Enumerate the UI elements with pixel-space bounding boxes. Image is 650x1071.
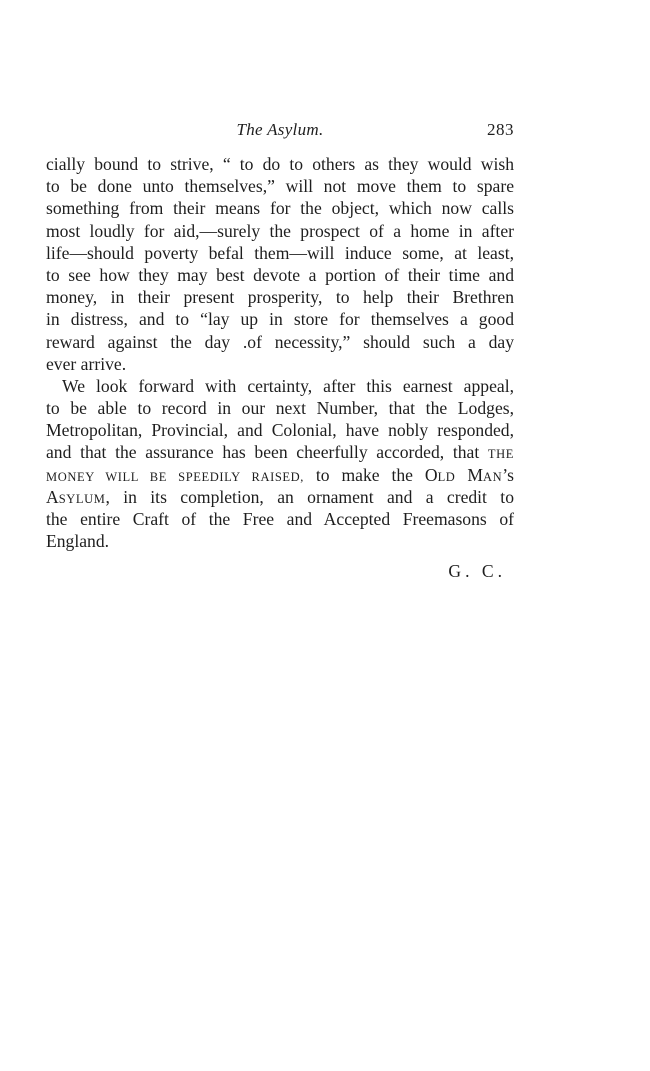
text-run: ’s <box>502 464 514 485</box>
text-line <box>46 486 514 508</box>
text-line: reward against the day .of necessity,” should such a day <box>46 331 514 352</box>
text-line: ever arrive. <box>46 353 127 374</box>
small-caps-run: LD <box>437 469 456 484</box>
text-line: the entire Craft of the Free and Accepted Freemasons of <box>46 509 514 529</box>
book-page <box>46 0 514 1071</box>
text-run: , in its completion, an ornament and a credit to <box>105 486 514 507</box>
text-line: something from their means for the object, which now calls <box>46 198 514 219</box>
author-signature: G. C. <box>448 561 506 581</box>
running-title: The Asylum. <box>236 120 324 139</box>
text-line <box>46 441 514 463</box>
text-line: money, in their present prosperity, to help their Brethren <box>46 287 514 308</box>
small-caps-run: THE <box>487 447 514 462</box>
text-line: England. <box>46 531 110 552</box>
text-line: cially bound to strive, “ to do to others as they would wish <box>46 154 514 174</box>
page-number: 283 <box>487 120 514 139</box>
text-run: and that the assurance has been cheerfully accorded, that <box>46 442 488 463</box>
text-run: A <box>46 486 59 507</box>
small-caps-run: MONEY WILL BE SPEEDILY RAISED, <box>46 469 304 484</box>
text-line: to see how they may best devote a portion of their time and <box>46 264 514 285</box>
text-run: to make the O <box>303 464 438 485</box>
text-line: in distress, and to “lay up in store for themselves a good <box>46 309 514 330</box>
text-line: life—should poverty befal them—will induce some, at least, <box>46 242 514 263</box>
small-caps-run: AN <box>482 469 503 484</box>
body-text <box>46 153 514 552</box>
text-line: Metropolitan, Provincial, and Colonial, have nobly responded, <box>46 420 514 441</box>
paragraph-first-line: We look forward with certainty, after this earnest appeal, <box>62 375 514 396</box>
text-line <box>46 464 514 486</box>
text-line: most loudly for aid,—surely the prospect of a home in after <box>46 220 514 241</box>
small-caps-run: SYLUM <box>58 491 106 506</box>
text-line: to be done unto themselves,” will not move them to spare <box>46 176 514 197</box>
text-run: M <box>455 464 483 485</box>
running-head <box>46 120 514 144</box>
text-line: to be able to record in our next Number, that the Lodges, <box>46 398 514 419</box>
